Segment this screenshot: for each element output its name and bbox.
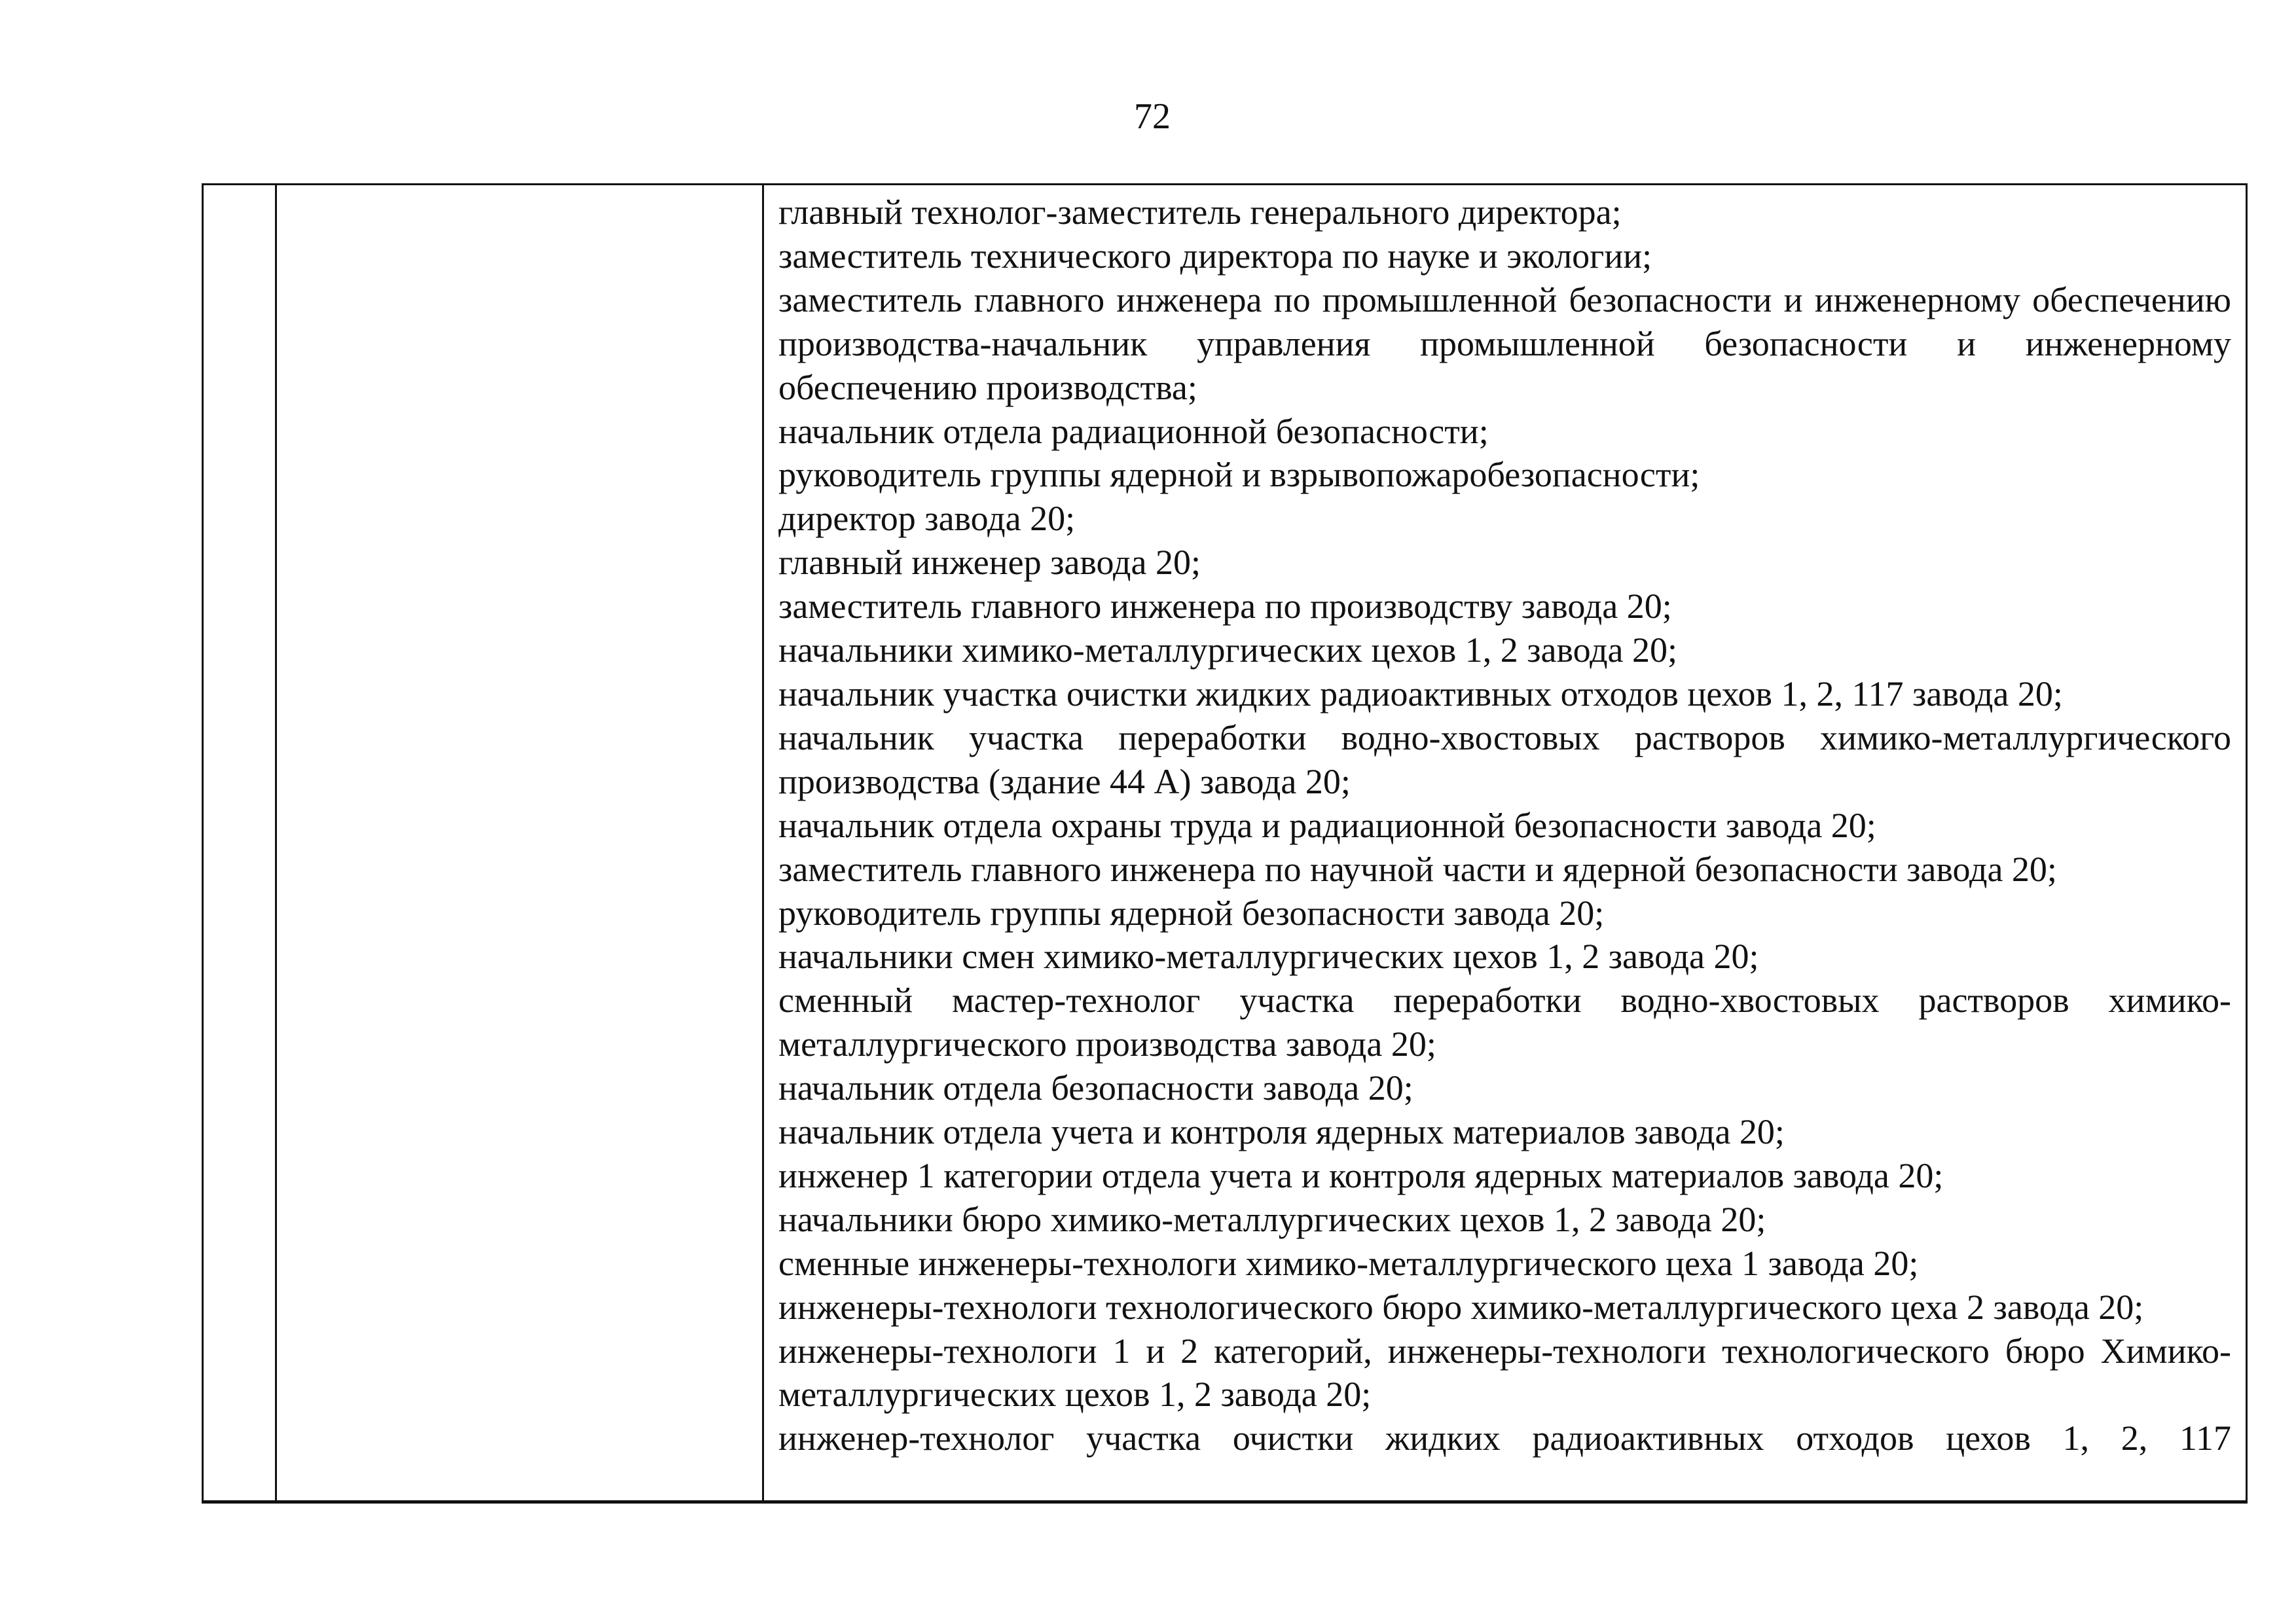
list-item: начальники химико-металлургических цехов 1, 2 завода 20; [778,630,1678,670]
number-cell [203,185,276,1502]
table-row [203,185,2247,1502]
list-item: сменный мастер-технолог участка переработки водно-хвостовых растворов химико-металлургического производства завода 20; [778,981,2231,1064]
list-item: руководитель группы ядерной безопасности завода 20; [778,893,1605,933]
list-item: начальники смен химико-металлургических цехов 1, 2 завода 20; [778,937,1759,977]
list-item: начальник участка переработки водно-хвостовых растворов химико-металлургического производства (здание 44 А) завода 20; [778,717,2231,801]
list-item: заместитель главного инженера по научной части и ядерной безопасности завода 20; [778,849,2057,889]
list-item: начальник отдела учета и контроля ядерных материалов завода 20; [778,1112,1785,1152]
list-item: директор завода 20; [778,499,1076,539]
list-item: начальник участка очистки жидких радиоактивных отходов цехов 1, 2, 117 завода 20; [778,674,2063,713]
positions-cell [763,185,2247,1502]
list-item: сменные инженеры-технологи химико-металлургического цеха 1 завода 20; [778,1243,1919,1283]
page-number: 72 [1134,96,1171,137]
list-item: заместитель технического директора по науке и экологии; [778,236,1652,276]
list-item: главный технолог-заместитель генерального директора; [778,192,1622,232]
list-item: инженеры-технологи технологического бюро химико-металлургического цеха 2 завода 20; [778,1287,2144,1327]
list-item: руководитель группы ядерной и взрывопожаробезопасности; [778,455,1700,495]
activity-cell [276,185,763,1502]
list-item: начальник отдела безопасности завода 20; [778,1068,1413,1108]
list-item: заместитель главного инженера по производству завода 20; [778,586,1672,626]
list-item: инженер-технолог участка очистки жидких радиоактивных отходов цехов 1, 2, 117 [778,1418,2231,1458]
list-item: начальник отдела радиационной безопасности; [778,411,1489,451]
list-item: инженер 1 категории отдела учета и контроля ядерных материалов завода 20; [778,1155,1944,1195]
list-item: начальник отдела охраны труда и радиационной безопасности завода 20; [778,805,1876,845]
positions-list [778,190,2231,1460]
list-item: инженеры-технологи 1 и 2 категорий, инженеры-технологи технологического бюро Химико-металлургических цехов 1, 2 завода 20; [778,1331,2231,1415]
list-item: главный инженер завода 20; [778,543,1201,583]
list-item: заместитель главного инженера по промышленной безопасности и инженерному обеспечению производства-начальник управления промышленной безопасности и инженерному обеспечению производства; [778,280,2231,407]
list-item: начальники бюро химико-металлургических цехов 1, 2 завода 20; [778,1199,1766,1239]
positions-table [202,183,2248,1504]
